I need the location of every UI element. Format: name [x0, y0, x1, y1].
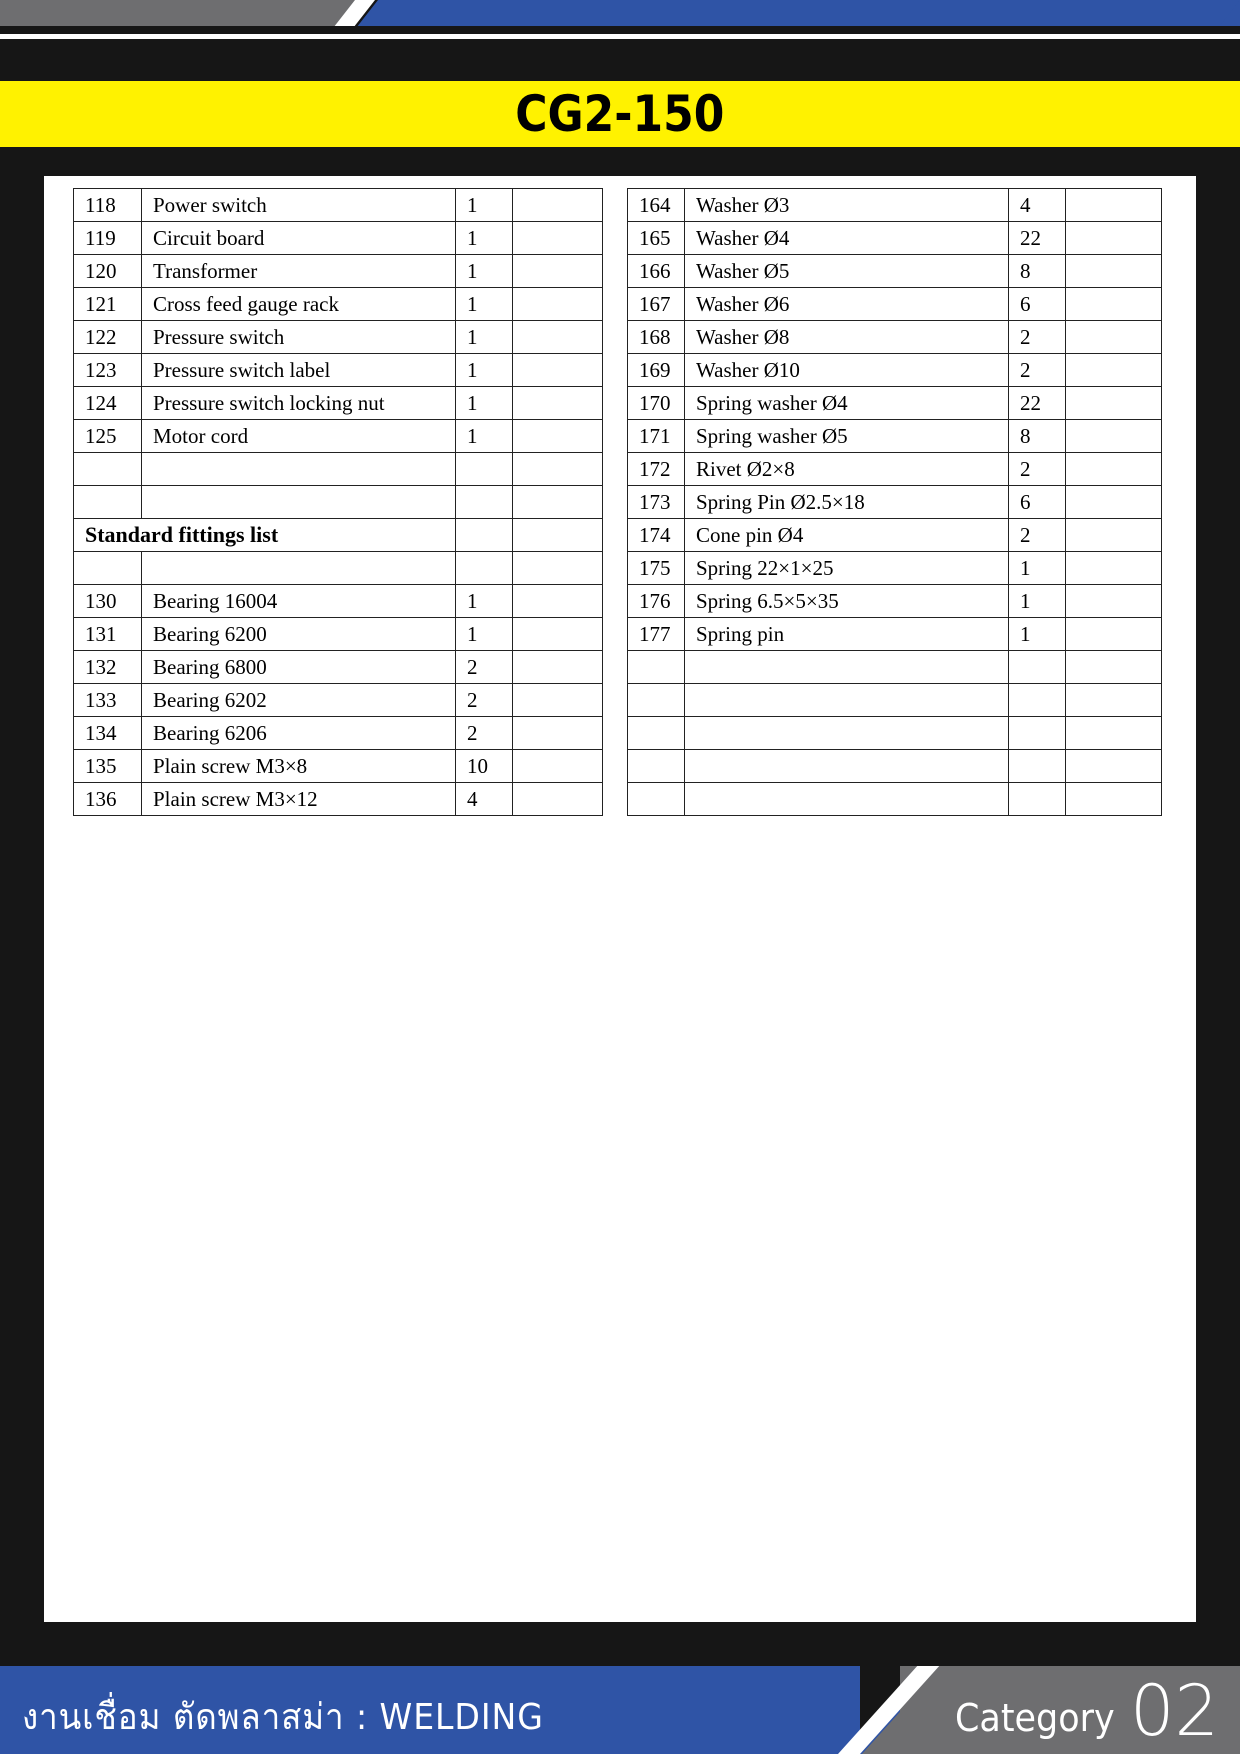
- cell-note: [513, 453, 603, 486]
- table-row: [74, 420, 603, 453]
- cell-no: 124: [74, 387, 142, 420]
- cell-qty: 1: [456, 354, 513, 387]
- cell-qty: 2: [1009, 453, 1066, 486]
- cell-note: [1066, 486, 1162, 519]
- cell-note: [1066, 453, 1162, 486]
- cell-name: Cross feed gauge rack: [142, 288, 456, 321]
- cell-name: [142, 453, 456, 486]
- section-heading: Standard fittings list: [74, 519, 456, 552]
- table-row: [628, 321, 1162, 354]
- cell-name: Pressure switch label: [142, 354, 456, 387]
- cell-no: 170: [628, 387, 685, 420]
- cell-note: [1066, 354, 1162, 387]
- cell-no: 119: [74, 222, 142, 255]
- cell-qty: 1: [456, 618, 513, 651]
- cell-qty: 8: [1009, 255, 1066, 288]
- table-row: [628, 255, 1162, 288]
- cell-note: [1066, 618, 1162, 651]
- cell-name: [142, 486, 456, 519]
- cell-qty: [1009, 717, 1066, 750]
- cell-name: Spring washer Ø4: [685, 387, 1009, 420]
- cell-qty: 1: [1009, 552, 1066, 585]
- table-row: [628, 519, 1162, 552]
- cell-name: Cone pin Ø4: [685, 519, 1009, 552]
- cell-name: Circuit board: [142, 222, 456, 255]
- cell-note: [1066, 420, 1162, 453]
- cell-no: 167: [628, 288, 685, 321]
- table-row: [628, 684, 1162, 717]
- cell-no: 131: [74, 618, 142, 651]
- cell-note: [513, 420, 603, 453]
- cell-name: [685, 684, 1009, 717]
- cell-note: [513, 288, 603, 321]
- table-row: [74, 783, 603, 816]
- table-row: [628, 717, 1162, 750]
- cell-qty: 22: [1009, 222, 1066, 255]
- cell-name: Plain screw M3×8: [142, 750, 456, 783]
- table-row: [628, 453, 1162, 486]
- cell-note: [513, 189, 603, 222]
- cell-no: 171: [628, 420, 685, 453]
- cell-no: 168: [628, 321, 685, 354]
- cell-note: [1066, 585, 1162, 618]
- cell-no: [628, 750, 685, 783]
- cell-note: [1066, 189, 1162, 222]
- cell-no: 173: [628, 486, 685, 519]
- table-row: [74, 585, 603, 618]
- parts-table-left: [73, 188, 603, 816]
- cell-no: 132: [74, 651, 142, 684]
- table-row: [74, 717, 603, 750]
- table-row: [74, 618, 603, 651]
- footer-category-number: 02: [1130, 1670, 1220, 1752]
- cell-note: [513, 618, 603, 651]
- cell-qty: [1009, 750, 1066, 783]
- cell-name: Bearing 6800: [142, 651, 456, 684]
- table-row: [628, 189, 1162, 222]
- cell-name: Bearing 6206: [142, 717, 456, 750]
- cell-note: [513, 519, 603, 552]
- table-row: [74, 684, 603, 717]
- title-bar: [0, 81, 1240, 147]
- cell-no: 176: [628, 585, 685, 618]
- table-row: [74, 189, 603, 222]
- header-divider-line: [0, 34, 1240, 39]
- cell-name: Transformer: [142, 255, 456, 288]
- cell-name: [685, 717, 1009, 750]
- cell-qty: 1: [456, 189, 513, 222]
- table-row: [628, 222, 1162, 255]
- cell-name: Motor cord: [142, 420, 456, 453]
- cell-qty: 2: [1009, 519, 1066, 552]
- cell-name: Pressure switch: [142, 321, 456, 354]
- table-row: [628, 420, 1162, 453]
- cell-note: [1066, 783, 1162, 816]
- cell-note: [513, 387, 603, 420]
- cell-qty: [1009, 783, 1066, 816]
- cell-no: 174: [628, 519, 685, 552]
- table-row: [74, 255, 603, 288]
- cell-name: Spring 6.5×5×35: [685, 585, 1009, 618]
- cell-name: Spring Pin Ø2.5×18: [685, 486, 1009, 519]
- cell-note: [513, 354, 603, 387]
- table-row: [74, 354, 603, 387]
- table-row: [628, 354, 1162, 387]
- cell-no: 175: [628, 552, 685, 585]
- cell-name: Rivet Ø2×8: [685, 453, 1009, 486]
- cell-qty: 6: [1009, 486, 1066, 519]
- cell-no: [74, 486, 142, 519]
- table-row: [74, 519, 603, 552]
- cell-qty: 1: [1009, 585, 1066, 618]
- cell-qty: 22: [1009, 387, 1066, 420]
- cell-name: Washer Ø6: [685, 288, 1009, 321]
- cell-no: 120: [74, 255, 142, 288]
- cell-no: 134: [74, 717, 142, 750]
- cell-name: Washer Ø3: [685, 189, 1009, 222]
- cell-name: Spring washer Ø5: [685, 420, 1009, 453]
- table-row: [628, 651, 1162, 684]
- cell-no: [74, 453, 142, 486]
- cell-name: Washer Ø8: [685, 321, 1009, 354]
- cell-no: 164: [628, 189, 685, 222]
- cell-note: [1066, 222, 1162, 255]
- table-row: [74, 486, 603, 519]
- cell-name: Washer Ø5: [685, 255, 1009, 288]
- cell-note: [1066, 651, 1162, 684]
- cell-note: [513, 684, 603, 717]
- cell-name: [142, 552, 456, 585]
- cell-qty: [456, 453, 513, 486]
- cell-note: [1066, 288, 1162, 321]
- cell-no: [628, 783, 685, 816]
- cell-note: [513, 750, 603, 783]
- table-row: [74, 288, 603, 321]
- cell-note: [513, 321, 603, 354]
- table-row: [628, 387, 1162, 420]
- cell-qty: 1: [456, 255, 513, 288]
- cell-qty: 1: [456, 420, 513, 453]
- cell-note: [513, 717, 603, 750]
- cell-qty: 2: [456, 717, 513, 750]
- cell-note: [513, 486, 603, 519]
- cell-qty: 2: [456, 651, 513, 684]
- cell-note: [1066, 684, 1162, 717]
- cell-qty: 2: [1009, 321, 1066, 354]
- cell-note: [513, 255, 603, 288]
- cell-no: [628, 684, 685, 717]
- cell-qty: [456, 486, 513, 519]
- cell-name: Washer Ø10: [685, 354, 1009, 387]
- cell-qty: 1: [456, 387, 513, 420]
- table-row: [74, 651, 603, 684]
- cell-note: [1066, 750, 1162, 783]
- cell-no: [74, 552, 142, 585]
- table-row: [74, 222, 603, 255]
- cell-name: Pressure switch locking nut: [142, 387, 456, 420]
- cell-name: Bearing 6200: [142, 618, 456, 651]
- table-row: [74, 552, 603, 585]
- cell-no: 133: [74, 684, 142, 717]
- top-blue-band-edge: [358, 0, 1240, 26]
- cell-name: [685, 783, 1009, 816]
- cell-qty: [456, 519, 513, 552]
- cell-qty: [456, 552, 513, 585]
- cell-qty: 8: [1009, 420, 1066, 453]
- table-row: [628, 750, 1162, 783]
- table-row: [628, 618, 1162, 651]
- cell-no: 135: [74, 750, 142, 783]
- table-row: [74, 750, 603, 783]
- cell-no: 169: [628, 354, 685, 387]
- table-row: [74, 387, 603, 420]
- cell-qty: 4: [1009, 189, 1066, 222]
- cell-note: [513, 222, 603, 255]
- table-row: [628, 486, 1162, 519]
- cell-qty: [1009, 651, 1066, 684]
- cell-no: [628, 651, 685, 684]
- cell-no: 172: [628, 453, 685, 486]
- footer-category-text: งานเชื่อม ตัดพลาสม่า : WELDING: [22, 1697, 544, 1738]
- cell-qty: 1: [456, 585, 513, 618]
- top-gray-band: [0, 0, 355, 26]
- table-row: [74, 453, 603, 486]
- table-row: [74, 321, 603, 354]
- cell-no: 122: [74, 321, 142, 354]
- cell-no: 177: [628, 618, 685, 651]
- cell-note: [1066, 519, 1162, 552]
- cell-no: 130: [74, 585, 142, 618]
- cell-note: [513, 651, 603, 684]
- model-title: CG2-150: [515, 85, 725, 143]
- cell-no: 165: [628, 222, 685, 255]
- cell-name: Spring 22×1×25: [685, 552, 1009, 585]
- cell-qty: 1: [456, 222, 513, 255]
- cell-name: Bearing 6202: [142, 684, 456, 717]
- cell-qty: 10: [456, 750, 513, 783]
- footer-category-label: Category: [955, 1696, 1115, 1740]
- cell-name: Bearing 16004: [142, 585, 456, 618]
- cell-no: 125: [74, 420, 142, 453]
- cell-note: [1066, 387, 1162, 420]
- cell-qty: 2: [456, 684, 513, 717]
- table-row: [628, 783, 1162, 816]
- cell-no: 123: [74, 354, 142, 387]
- cell-name: Plain screw M3×12: [142, 783, 456, 816]
- table-row: [628, 585, 1162, 618]
- table-row: [628, 552, 1162, 585]
- cell-no: [628, 717, 685, 750]
- table-row: [628, 288, 1162, 321]
- cell-no: 118: [74, 189, 142, 222]
- cell-qty: 4: [456, 783, 513, 816]
- cell-no: 166: [628, 255, 685, 288]
- cell-note: [513, 783, 603, 816]
- cell-note: [1066, 552, 1162, 585]
- cell-qty: 1: [456, 321, 513, 354]
- cell-note: [1066, 255, 1162, 288]
- parts-table-right: [627, 188, 1162, 816]
- cell-qty: 1: [456, 288, 513, 321]
- cell-name: Spring pin: [685, 618, 1009, 651]
- cell-note: [1066, 321, 1162, 354]
- cell-name: [685, 750, 1009, 783]
- cell-name: [685, 651, 1009, 684]
- cell-note: [513, 585, 603, 618]
- cell-qty: 1: [1009, 618, 1066, 651]
- cell-note: [513, 552, 603, 585]
- cell-no: 121: [74, 288, 142, 321]
- cell-qty: [1009, 684, 1066, 717]
- cell-qty: 2: [1009, 354, 1066, 387]
- cell-name: Washer Ø4: [685, 222, 1009, 255]
- cell-no: 136: [74, 783, 142, 816]
- cell-note: [1066, 717, 1162, 750]
- cell-name: Power switch: [142, 189, 456, 222]
- cell-qty: 6: [1009, 288, 1066, 321]
